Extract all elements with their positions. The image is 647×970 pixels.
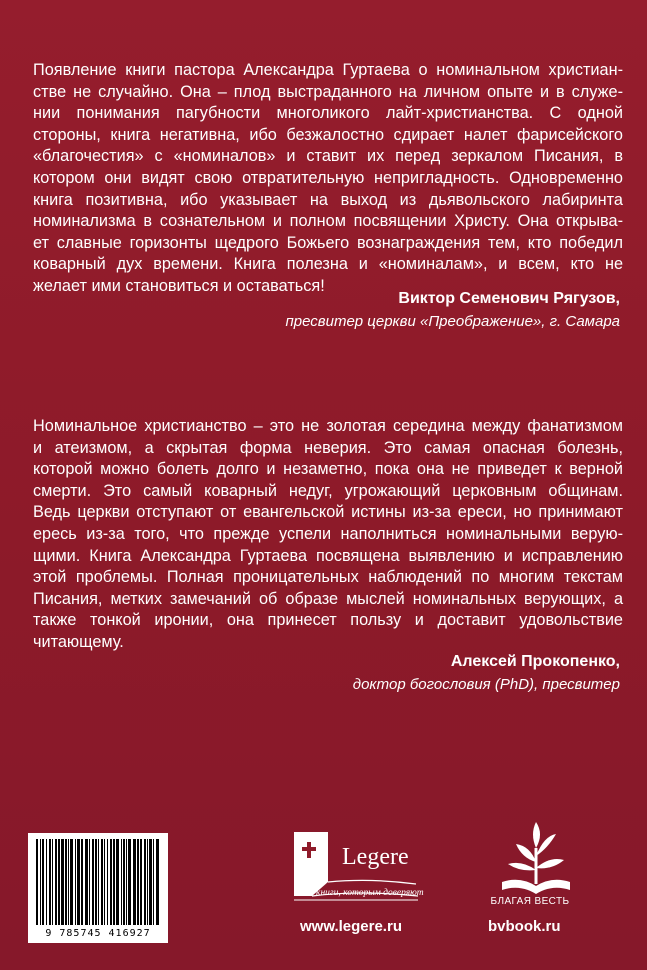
review-2-line: Писания, метких замечаний об образе мыслей номинальных верующих, а [33, 589, 623, 608]
review-1-line: котором они видят свою отвратительную непригладность. Одновременно [33, 168, 623, 187]
review-2-line: которой можно болеть долго и незаметно, пока она не приведет к верной [33, 460, 623, 479]
review-1-role: пресвитер церкви «Преображение», г. Самара [285, 313, 620, 330]
isbn-barcode [28, 833, 168, 943]
blagaya-vest-logo [486, 818, 586, 908]
barcode-number: 9 785745 416927 [45, 928, 151, 939]
barcode-bar [77, 839, 80, 925]
barcode-bar [61, 839, 64, 925]
review-1-line: Появление книги пастора Александра Гуртаева о номинальном христиан- [33, 61, 623, 79]
review-1-line: стве не случайно. Она – плод выстраданного на личном опыте и в служе- [33, 82, 623, 101]
review-2-author: Алексей Прокопенко, [450, 653, 620, 670]
blagaya-vest-url[interactable]: bvbook.ru [488, 918, 561, 935]
barcode-bar [140, 839, 142, 925]
barcode-bar [123, 839, 125, 925]
barcode-bar [144, 839, 146, 925]
barcode-bar [70, 839, 73, 925]
legere-tagline: книги, которым доверяют [316, 888, 424, 898]
barcode-bar [36, 839, 38, 925]
barcode-bar [58, 839, 60, 925]
barcode-bar [101, 839, 103, 925]
legere-name: Legere [342, 844, 409, 870]
barcode-bar [52, 839, 53, 925]
review-2-line: и атеизмом, а скрытая форма неверия. Это самая опасная болезнь, [33, 438, 623, 457]
barcode-bar [65, 839, 67, 925]
barcode-bar [107, 839, 108, 925]
barcode-bar [55, 839, 57, 925]
barcode-bar [153, 839, 154, 925]
tree-book-icon [486, 818, 586, 898]
barcode-bar [110, 839, 112, 925]
barcode-bar [46, 839, 47, 925]
barcode-bar [149, 839, 152, 925]
review-2-line: Номинальное христианство – это не золотая середина между фанатизмом [33, 417, 623, 435]
barcode-bar [49, 839, 51, 925]
review-1-line: нии понимания пагубности многоликого лайт-христианства. С одной [33, 104, 623, 123]
barcode-bar [116, 839, 119, 925]
review-2-line: щими. Книга Александра Гуртаева посвящена выявлению и исправлению [33, 546, 623, 565]
barcode-bar [121, 839, 122, 925]
review-2-line: смерти. Это самый коварный недуг, угрожающий церковным общинам. [33, 481, 623, 500]
barcode-bar [156, 839, 159, 925]
barcode-bar [75, 839, 76, 925]
barcode-bar [95, 839, 97, 925]
barcode-bar [81, 839, 83, 925]
barcode-bar [98, 839, 99, 925]
barcode-bar [147, 839, 148, 925]
barcode-bar [104, 839, 105, 925]
review-2-line: ересь из-за того, что прежде успели наполниться номинальными верую- [33, 524, 623, 543]
review-1-line: стороны, книга негативна, ибо безжалостно сдирает налет фарисейского [33, 125, 623, 144]
review-1-line: коварный дух времени. Книга полезна и «номиналам», и всем, кто не [33, 255, 623, 274]
review-1-text [33, 60, 623, 298]
barcode-bar [126, 839, 127, 925]
review-1-line: книга позитивна, ибо указывает на выход из дьявольского лабиринта [33, 190, 623, 209]
review-2-role: доктор богословия (PhD), пресвитер [352, 676, 620, 693]
barcode-bar [40, 839, 41, 925]
barcode-bar [42, 839, 44, 925]
review-2-line: также тонкой иронии, она принесет пользу и доставит удовольствие [33, 611, 623, 630]
barcode-bar [85, 839, 88, 925]
review-2-line: Ведь церкви отступают от евангельской истины из-за ереси, но принимают [33, 503, 623, 522]
review-2-line: читающему. [33, 632, 124, 651]
review-1-author: Виктор Семенович Рягузов, [398, 290, 620, 307]
review-1-line: ет славные горизонты щедрого Божьего вознаграждения тем, кто победил [33, 233, 623, 252]
review-1-line: «благочестия» с «номиналов» и ставит их перед зеркалом Писания, в [33, 147, 623, 166]
review-1-line: номинализма в сознательном и полном посвящении Христу. Она открыва- [33, 212, 623, 231]
legere-logo [290, 826, 430, 916]
barcode-bar [113, 839, 115, 925]
barcode-bar [92, 839, 94, 925]
legere-book-icon [290, 826, 430, 916]
barcode-bars [34, 839, 162, 925]
barcode-bar [128, 839, 131, 925]
review-2-text [33, 416, 623, 654]
barcode-bar [133, 839, 136, 925]
barcode-bar [68, 839, 69, 925]
legere-url[interactable]: www.legere.ru [300, 918, 402, 935]
blagaya-vest-name: БЛАГАЯ ВЕСТЬ [490, 896, 570, 907]
barcode-bar [137, 839, 139, 925]
review-1-line: желает ими становиться и оставаться! [33, 276, 325, 295]
barcode-bar [89, 839, 90, 925]
review-2-line: этой проблемы. Полная проницательных наблюдений по многим текстам [33, 568, 623, 587]
